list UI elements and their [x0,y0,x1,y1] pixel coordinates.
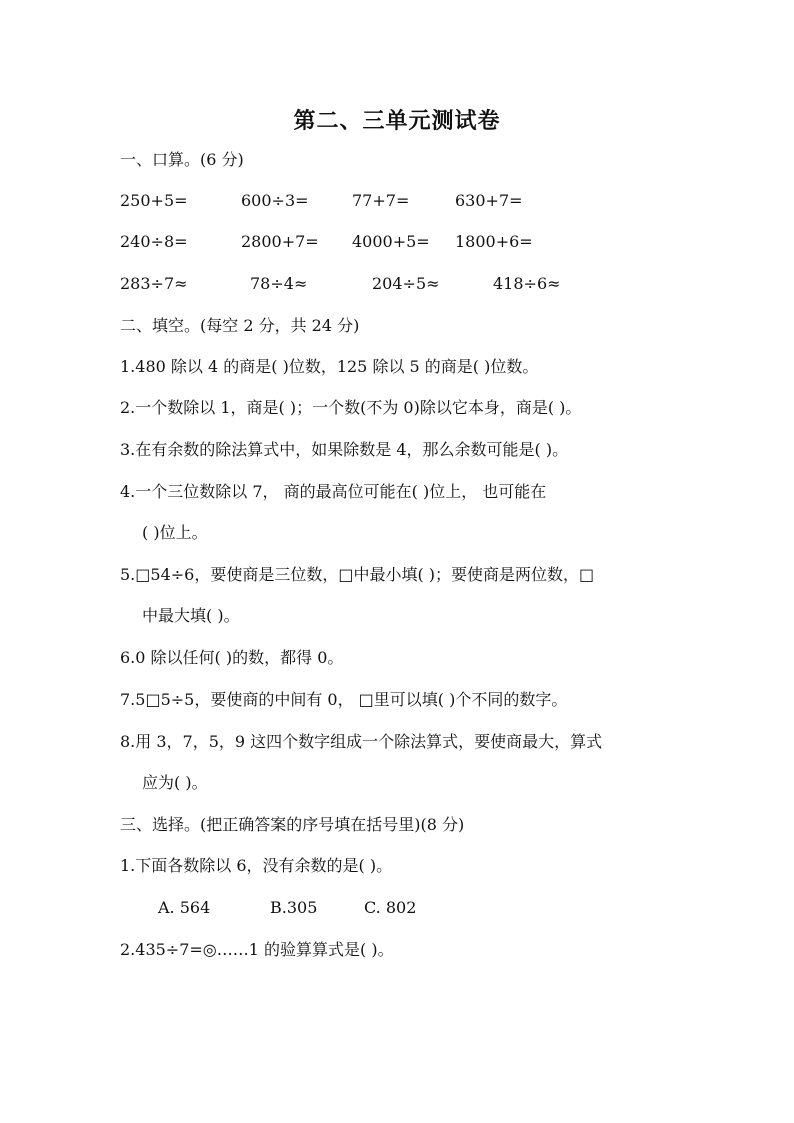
mental-math-item: 78÷4≈ [250,274,308,293]
mental-math-item: 240÷8= [120,232,188,251]
option-c: C. 802 [364,898,417,917]
fill-question-2: 2.一个数除以 1，商是( )；一个数(不为 0)除以它本身，商是( )。 [120,398,582,417]
fill-question-7: 7.5□5÷5，要使商的中间有 0， □里可以填( )个不同的数字。 [120,690,568,709]
choice-question-2: 2.435÷7=◎……1 的验算算式是( )。 [120,940,394,959]
fill-question-1: 1.480 除以 4 的商是( )位数，125 除以 5 的商是( )位数。 [120,357,539,376]
mental-math-item: 283÷7≈ [120,274,188,293]
mental-math-item: 1800+6= [455,232,533,251]
mental-math-item: 4000+5= [352,232,430,251]
section3-heading: 三、选择。(把正确答案的序号填在括号里)(8 分) [120,815,465,834]
fill-question-6: 6.0 除以任何( )的数，都得 0。 [120,648,344,667]
option-b: B.305 [270,898,318,917]
choice-question-1: 1.下面各数除以 6，没有余数的是( )。 [120,856,393,875]
mental-math-item: 250+5= [120,191,188,210]
section2-heading: 二、填空。(每空 2 分，共 24 分) [120,316,360,335]
fill-question-5: 5.□54÷6，要使商是三位数，□中最小填( )；要使商是两位数，□ [120,565,595,584]
mental-math-item: 77+7= [352,191,410,210]
mental-math-item: 2800+7= [241,232,319,251]
page-title: 第二、三单元测试卷 [293,108,501,134]
mental-math-item: 600÷3= [241,191,309,210]
fill-question-5-cont: 中最大填( )。 [142,606,240,625]
fill-question-3: 3.在有余数的除法算式中，如果除数是 4，那么余数可能是( )。 [120,440,569,459]
mental-math-item: 204÷5≈ [372,274,440,293]
fill-question-4-cont: ( )位上。 [142,523,208,542]
mental-math-item: 418÷6≈ [493,274,561,293]
fill-question-8: 8.用 3，7，5，9 这四个数字组成一个除法算式，要使商最大，算式 [120,732,603,751]
fill-question-8-cont: 应为( )。 [142,773,208,792]
fill-question-4: 4.一个三位数除以 7， 商的最高位可能在( )位上， 也可能在 [120,482,547,501]
section1-heading: 一、口算。(6 分) [120,150,244,169]
option-a: A. 564 [158,898,211,917]
mental-math-item: 630+7= [455,191,523,210]
